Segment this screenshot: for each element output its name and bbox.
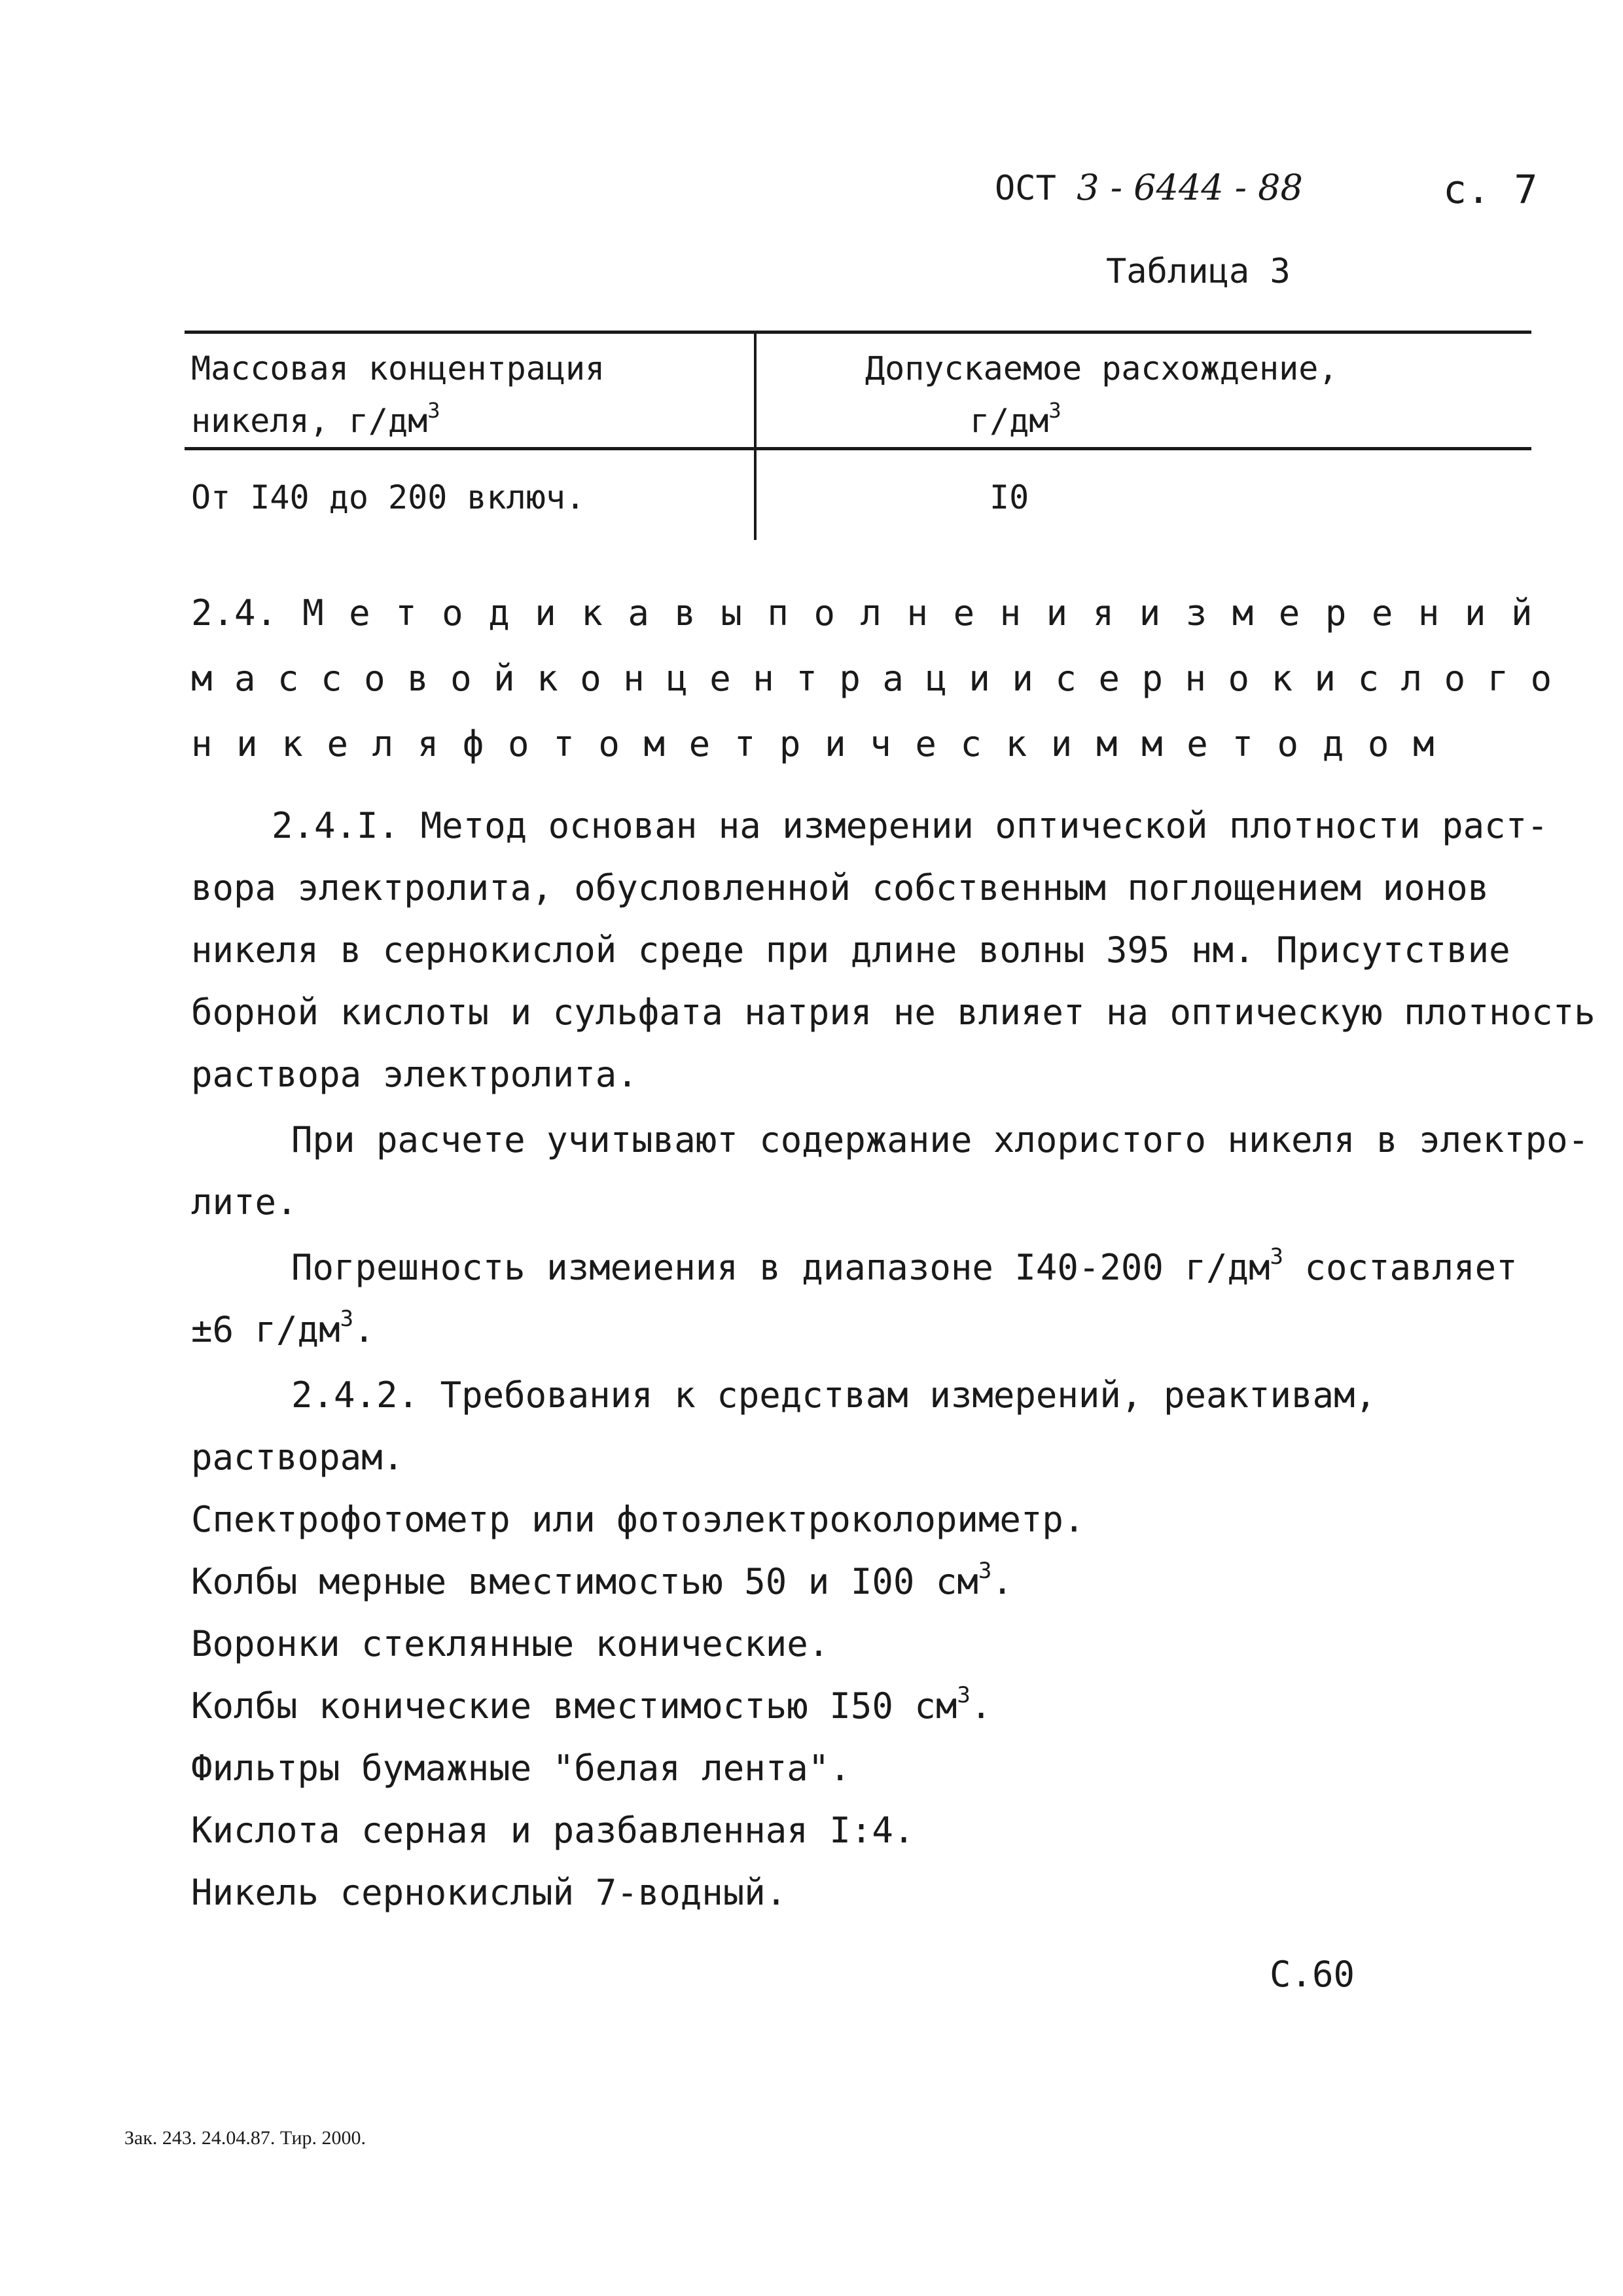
doc-prefix: ОСТ xyxy=(995,169,1056,208)
row1-tolerance: I0 xyxy=(990,478,1029,516)
document-number xyxy=(995,167,1303,208)
table-header-rule xyxy=(185,447,1531,450)
table-label: Таблица 3 xyxy=(1106,252,1291,291)
print-imprint: Зак. 243. 24.04.87. Тир. 2000. xyxy=(124,2127,366,2149)
page-number: с. 7 xyxy=(1443,167,1538,213)
section-heading-line3: н и к е л я ф о т о м е т р и ч е с к и м м е т о д о м xyxy=(191,723,1435,764)
para-error-line1: Погрешность измеиения в диапазоне I40-200 $г/дм^3$ составляет xyxy=(291,1244,1518,1288)
table-top-rule xyxy=(185,331,1531,334)
table-column-divider xyxy=(754,331,757,540)
list-item: Никель сернокислый 7-водный. xyxy=(191,1872,787,1913)
list-item: Колбы конические вместимостью I50 $см^3$. xyxy=(191,1682,992,1727)
list-item: Спектрофотометр или фотоэлектроколориметр. xyxy=(191,1499,1085,1540)
para-241-line3: никеля в сернокислой среде при длине волны 395 нм. Присутствие xyxy=(191,929,1510,971)
list-item: Воронки стеклянные конические. xyxy=(191,1623,830,1664)
para-241-line2: вора электролита, обусловленной собственным поглощением ионов xyxy=(191,867,1489,908)
list-item: Кислота серная и разбавленная I:4. xyxy=(191,1810,915,1851)
para-242-line2: растворам. xyxy=(191,1437,404,1478)
row1-concentration: От I40 до 200 включ. xyxy=(191,478,586,516)
col2-header-line1: Допускаемое расхождение, xyxy=(865,350,1338,387)
footer-code: С.60 xyxy=(1270,1954,1355,1995)
para-241-line1: 2.4.I. Метод основан на измерении оптической плотности раст- xyxy=(272,805,1548,846)
list-item: Фильтры бумажные "белая лента". xyxy=(191,1748,851,1789)
para-242-line1: 2.4.2. Требования к средствам измерений, реактивам, xyxy=(291,1374,1377,1416)
list-item: Колбы мерные вместимостью 50 и I00 $см^3$. xyxy=(191,1558,1013,1602)
para-241-line5: раствора электролита. xyxy=(191,1054,638,1095)
para-241-line4: борной кислоты и сульфата натрия не влияет на оптическую плотность xyxy=(191,992,1596,1033)
para-calc-line1: При расчете учитывают содержание хлористого никеля в электро- xyxy=(291,1119,1590,1160)
col2-header-line2: $г/дм^3$ xyxy=(970,398,1061,440)
section-heading-line2: м а с с о в о й к о н ц е н т р а ц и и с е р н о к и с л о г о xyxy=(191,658,1552,699)
table-3 xyxy=(185,331,1531,547)
para-calc-line2: лите. xyxy=(191,1181,298,1223)
col1-header-line2: никеля, $г/дм^3$ xyxy=(191,398,440,440)
section-heading-line1: 2.4. М е т о д и к а в ы п о л н е н и я и з м е р е н и й xyxy=(191,592,1533,634)
para-error-line2: ±6 $г/дм^3$. xyxy=(191,1306,375,1350)
doc-number-handwritten: 3 - 6444 - 88 xyxy=(1077,167,1303,208)
col1-header-line1: Массовая концентрация xyxy=(191,350,605,387)
